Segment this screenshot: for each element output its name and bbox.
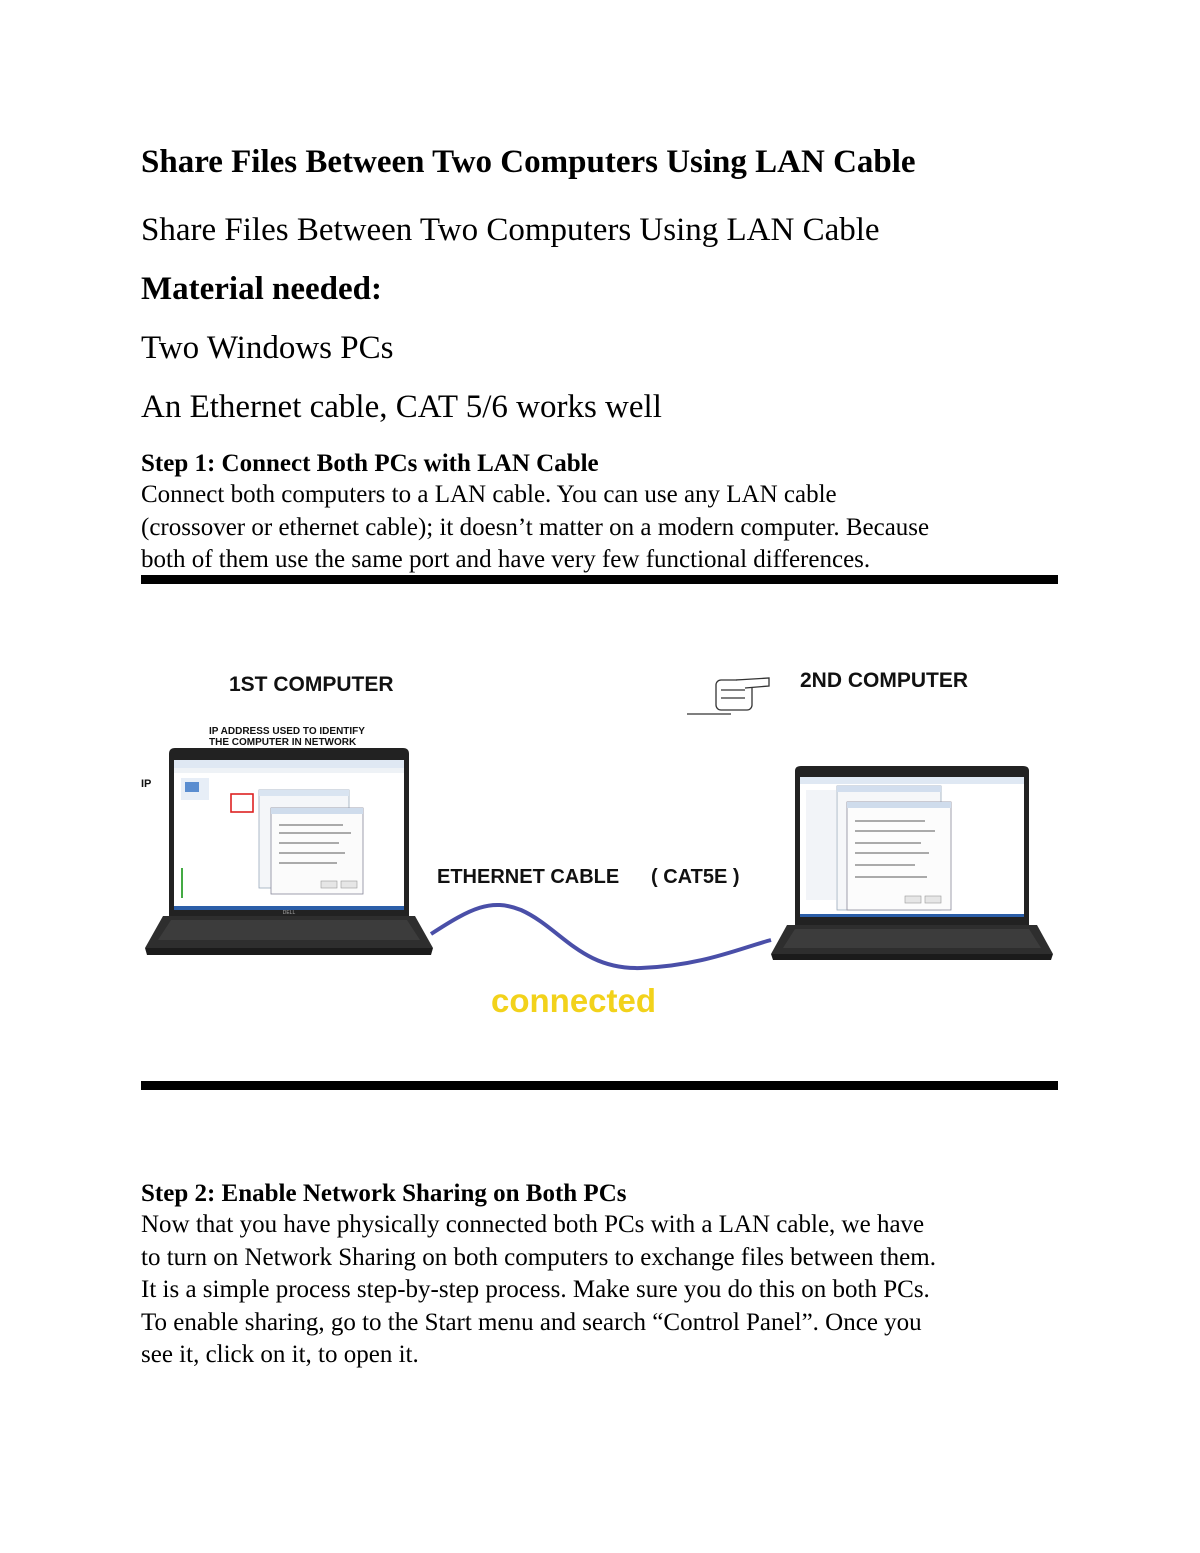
step2-paragraph — [141, 1209, 1061, 1372]
step2-line: To enable sharing, go to the Start menu and search “Control Panel”. Once you — [141, 1308, 922, 1336]
cable-type-label: ( CAT5E ) — [651, 866, 740, 888]
material-heading: Material needed: — [141, 271, 383, 307]
figure-bottom-rule — [141, 1081, 1058, 1090]
step1-line: (crossover or ethernet cable); it doesn’t matter on a modern computer. Because — [141, 513, 930, 541]
step2-heading: Step 2: Enable Network Sharing on Both PCs — [141, 1180, 627, 1207]
ethernet-cable — [431, 905, 771, 968]
material-item: An Ethernet cable, CAT 5/6 works well — [141, 389, 662, 425]
connected-status-label: connected — [491, 982, 657, 1019]
document-subtitle: Share Files Between Two Computers Using LAN Cable — [141, 212, 880, 248]
lan-connection-figure — [141, 598, 1058, 1076]
document-title: Share Files Between Two Computers Using LAN Cable — [141, 144, 916, 180]
step1-line: Connect both computers to a LAN cable. You can use any LAN cable — [141, 481, 837, 508]
pointing-hand-icon — [687, 678, 769, 714]
step2-line: Now that you have physically connected both PCs with a LAN cable, we have — [141, 1211, 925, 1238]
second-laptop-icon — [771, 766, 1053, 960]
ip-short-label: IP — [141, 778, 152, 790]
step1-line: both of them use the same port and have very few functional differences. — [141, 546, 871, 574]
ip-note-line: THE COMPUTER IN NETWORK — [209, 737, 357, 748]
ip-note-line: IP ADDRESS USED TO IDENTIFY — [209, 726, 365, 737]
figure-top-rule — [141, 575, 1058, 584]
first-laptop-icon — [145, 748, 433, 955]
second-computer-label: 2ND COMPUTER — [800, 669, 969, 692]
step2-line: to turn on Network Sharing on both computers to exchange files between them. — [141, 1243, 936, 1271]
step2-line: It is a simple process step-by-step process. Make sure you do this on both PCs. — [141, 1276, 930, 1304]
step2-line: see it, click on it, to open it. — [141, 1341, 419, 1369]
step1-heading: Step 1: Connect Both PCs with LAN Cable — [141, 450, 599, 477]
ethernet-cable-label: ETHERNET CABLE — [437, 866, 620, 888]
laptop-brand: DELL — [282, 910, 296, 916]
step1-paragraph — [141, 479, 1061, 577]
first-computer-label: 1ST COMPUTER — [229, 673, 394, 696]
material-item: Two Windows PCs — [141, 330, 394, 366]
